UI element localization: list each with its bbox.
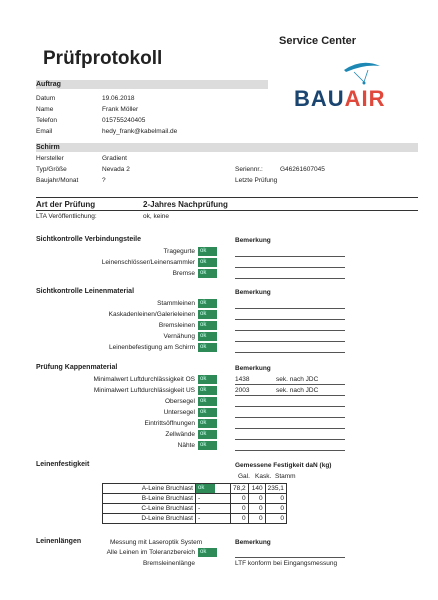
obersegel-label: Obersegel xyxy=(165,398,195,405)
verbindung-heading: Sichtkontrolle Verbindungsteile xyxy=(36,236,142,243)
auftrag-phone-value: 015755240405 xyxy=(102,117,146,124)
tragegurte-label: Tragegurte xyxy=(163,248,195,255)
d-leine-kask: 0 xyxy=(248,514,265,524)
leinenmaterial-heading: Sichtkontrolle Leinenmaterial xyxy=(36,288,135,295)
festigkeit-measured-label: Gemessene Festigkeit daN (kg) xyxy=(235,462,332,469)
art-label: Art der Prüfung xyxy=(36,200,96,209)
b-leine-stamm: 0 xyxy=(265,494,286,504)
eintritt-remark-line xyxy=(235,428,345,429)
laengen-note: LTF konform bei Eingangsmessung xyxy=(235,560,338,567)
verbindung-remark: Bemerkung xyxy=(235,237,271,244)
table-row xyxy=(103,494,287,504)
logo-air: AIR xyxy=(344,86,386,111)
col-kask: Kask. xyxy=(255,473,272,480)
zellwaende-label: Zellwände xyxy=(165,431,195,438)
stammleinen-label: Stammleinen xyxy=(157,300,195,307)
untersegel-status: ok xyxy=(198,408,217,417)
zellwaende-remark-line xyxy=(235,439,345,440)
a-leine-status: ok xyxy=(196,484,215,493)
leinenschloesser-remark-line xyxy=(235,267,345,268)
luft-us-remark-line xyxy=(235,395,345,396)
auftrag-email-value: hedy_frank@kabelmail.de xyxy=(102,128,178,135)
last-check-label: Letzte Prüfung xyxy=(235,177,278,184)
schirm-year-value: ? xyxy=(102,177,106,184)
kaskadenleinen-label: Kaskadenleinen/Galerieleinen xyxy=(108,311,195,318)
table-row xyxy=(103,484,287,494)
toleranz-status: ok xyxy=(198,548,217,557)
luft-us-status: ok xyxy=(198,386,217,395)
b-leine-kask: 0 xyxy=(248,494,265,504)
laengen-remark: Bemerkung xyxy=(235,539,271,546)
auftrag-name-label: Name xyxy=(36,106,54,113)
schirm-manufacturer-value: Gradient xyxy=(102,155,127,162)
bremse-remark-line xyxy=(235,278,345,279)
service-center-label: Service Center xyxy=(279,35,357,47)
festigkeit-heading: Leinenfestigkeit xyxy=(36,461,90,468)
leinenschloesser-status: ok xyxy=(198,258,217,267)
vernaehung-label: Vernähung xyxy=(163,333,195,340)
art-bottom-rule xyxy=(36,210,418,211)
luft-us-value: 2003 xyxy=(235,387,250,394)
naehte-remark-line xyxy=(235,450,345,451)
a-leine-label: A-Leine Bruchlast xyxy=(103,484,196,494)
c-leine-status: - xyxy=(196,504,231,514)
c-leine-stamm: 0 xyxy=(265,504,286,514)
serial-value: G46261607045 xyxy=(280,166,325,173)
leinenbefestigung-status: ok xyxy=(198,343,217,352)
stammleinen-remark-line xyxy=(235,308,345,309)
vernaehung-remark-line xyxy=(235,341,345,342)
leinenmaterial-remark: Bemerkung xyxy=(235,289,271,296)
auftrag-heading: Auftrag xyxy=(36,81,61,88)
bremse-status: ok xyxy=(198,269,217,278)
kappe-heading: Prüfung Kappenmaterial xyxy=(36,364,118,371)
logo-bau: BAU xyxy=(294,86,345,111)
tragegurte-remark-line xyxy=(235,256,345,257)
toleranz-remark-line xyxy=(235,557,345,558)
leinenbefestigung-label: Leinenbefestigung am Schirm xyxy=(109,344,195,351)
bremsleinen-label: Bremsleinen xyxy=(158,322,195,329)
a-leine-stamm: 235,1 xyxy=(265,484,286,494)
toleranz-label: Alle Leinen im Toleranzbereich xyxy=(106,549,195,556)
luft-us-note: sek. nach JDC xyxy=(276,387,319,394)
laengen-heading: Leinenlängen xyxy=(36,538,82,545)
auftrag-date-label: Datum xyxy=(36,95,56,102)
a-leine-kask: 140 xyxy=(248,484,265,494)
schirm-header-bar xyxy=(36,143,418,152)
page-title: Prüfprotokoll xyxy=(43,48,163,69)
luft-os-status: ok xyxy=(198,375,217,384)
schirm-heading: Schirm xyxy=(36,144,60,151)
auftrag-header-bar xyxy=(36,80,268,89)
stammleinen-status: ok xyxy=(198,299,217,308)
auftrag-email-label: Email xyxy=(36,128,53,135)
d-leine-label: D-Leine Bruchlast xyxy=(103,514,196,524)
c-leine-gal: 0 xyxy=(231,504,249,514)
bremsleinen-status: ok xyxy=(198,321,217,330)
col-gal: Gal. xyxy=(238,473,250,480)
untersegel-label: Untersegel xyxy=(163,409,195,416)
c-leine-label: C-Leine Bruchlast xyxy=(103,504,196,514)
kaskadenleinen-status: ok xyxy=(198,310,217,319)
kappe-remark: Bemerkung xyxy=(235,365,271,372)
lta-value: ok, keine xyxy=(143,213,170,220)
schirm-manufacturer-label: Hersteller xyxy=(36,155,64,162)
eintritt-status: ok xyxy=(198,419,217,428)
auftrag-date-value: 19.06.2018 xyxy=(102,95,135,102)
eintritt-label: Eintrittsöffnungen xyxy=(144,420,195,427)
luft-os-label: Minimalwert Luftdurchlässigkeit OS xyxy=(93,376,195,383)
laengen-method: Messung mit Laseroptik System xyxy=(110,539,203,546)
bremse-label: Bremse xyxy=(172,270,195,277)
schirm-type-label: Typ/Größe xyxy=(36,166,67,173)
zellwaende-status: ok xyxy=(198,430,217,439)
paraglider-icon xyxy=(294,56,398,86)
obersegel-status: ok xyxy=(198,397,217,406)
art-top-rule xyxy=(36,197,418,198)
naehte-label: Nähte xyxy=(177,442,195,449)
col-stamm: Stamm xyxy=(275,473,296,480)
c-leine-kask: 0 xyxy=(248,504,265,514)
auftrag-phone-label: Telefon xyxy=(36,117,57,124)
schirm-year-label: Baujahr/Monat xyxy=(36,177,79,184)
luft-os-remark-line xyxy=(235,384,345,385)
luft-os-note: sek. nach JDC xyxy=(276,376,319,383)
festigkeit-table xyxy=(102,483,287,524)
b-leine-label: B-Leine Bruchlast xyxy=(103,494,196,504)
d-leine-gal: 0 xyxy=(231,514,249,524)
vernaehung-status: ok xyxy=(198,332,217,341)
table-row xyxy=(103,514,287,524)
lta-label: LTA Veröffentlichung: xyxy=(36,213,97,220)
luft-os-value: 1438 xyxy=(235,376,250,383)
leinenbefestigung-remark-line xyxy=(235,352,345,353)
art-value: 2-Jahres Nachprüfung xyxy=(143,200,228,209)
bremsleinenlaenge-label: Bremsleinenlänge xyxy=(142,560,195,567)
untersegel-remark-line xyxy=(235,417,345,418)
naehte-status: ok xyxy=(198,441,217,450)
table-row xyxy=(103,504,287,514)
leinenschloesser-label: Leinenschlösser/Leinensammler xyxy=(101,259,195,266)
b-leine-gal: 0 xyxy=(231,494,249,504)
d-leine-status: - xyxy=(196,514,231,524)
bauair-logo xyxy=(294,56,398,114)
schirm-type-value: Nevada 2 xyxy=(102,166,130,173)
bremsleinen-remark-line xyxy=(235,330,345,331)
obersegel-remark-line xyxy=(235,406,345,407)
auftrag-name-value: Frank Möller xyxy=(102,106,139,113)
kaskadenleinen-remark-line xyxy=(235,319,345,320)
serial-label: Seriennr.: xyxy=(235,166,263,173)
b-leine-status: - xyxy=(196,494,231,504)
a-leine-gal: 78,2 xyxy=(231,484,249,494)
luft-us-label: Minimalwert Luftdurchlässigkeit US xyxy=(93,387,195,394)
tragegurte-status: ok xyxy=(198,247,217,256)
d-leine-stamm: 0 xyxy=(265,514,286,524)
